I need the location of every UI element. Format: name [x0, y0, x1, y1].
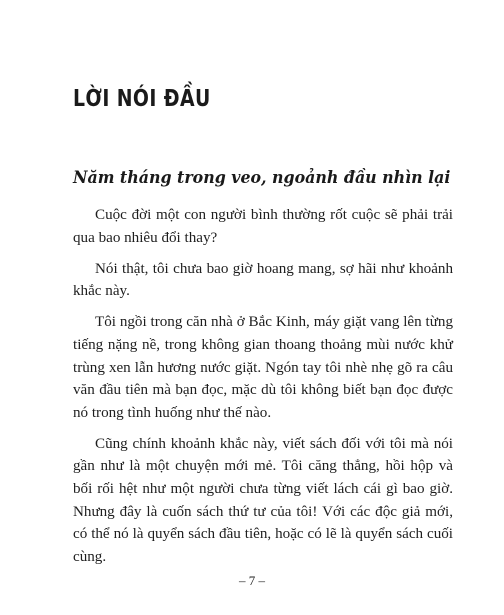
- paragraph: Nói thật, tôi chưa bao giờ hoang mang, sợ hãi như khoảnh khắc này.: [73, 260, 453, 300]
- paragraph: Cuộc đời một con người bình thường rốt cuộc sẽ phải trải qua bao nhiêu đổi thay?: [73, 207, 453, 246]
- page-number: – 7 –: [239, 573, 265, 588]
- paragraph: Tôi ngồi trong căn nhà ở Bắc Kinh, máy giặt vang lên từng tiếng nặng nề, trong không gian thoang thoảng mùi nước khử trùng xen lẫn hương nước giặt. Ngón tay tôi nhè nhẹ gõ ra câu văn đầu tiên mà bạn đọc, mặc dù tôi không biết bạn đọc được nó trong tình huống như thế nào.: [73, 314, 453, 421]
- body-text: [73, 204, 453, 577]
- paragraph: Cũng chính khoảnh khắc này, viết sách đối với tôi mà nói gần như là một chuyện mới mẻ. Tôi căng thẳng, hồi hộp và bối rối hệt như một người chưa từng viết lách cái gì bao giờ. Nhưng đây là cuốn sách thứ tư của tôi! Với các độc giả mới, có thể nó là quyển sách đầu tiên, hoặc có lẽ là quyển sách cuối cùng.: [73, 435, 453, 565]
- chapter-title: LỜI NÓI ĐẦU: [73, 86, 211, 112]
- section-heading: Năm tháng trong veo, ngoảnh đầu nhìn lại: [73, 168, 451, 188]
